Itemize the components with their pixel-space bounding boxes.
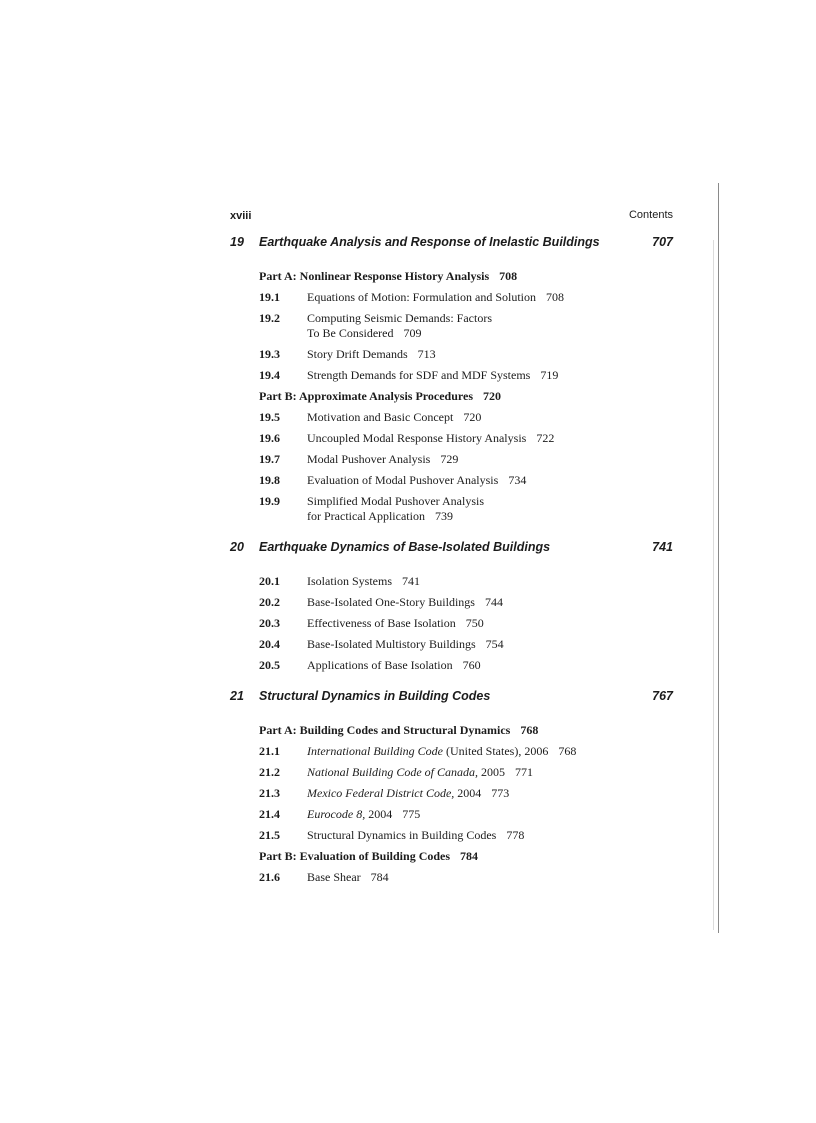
section-page: 734 [508, 473, 527, 487]
section-title-italic: Mexico Federal District Code, [307, 786, 455, 800]
toc-entry [230, 347, 675, 362]
section-title-rest: 2005 [478, 765, 506, 779]
contents-page [230, 205, 675, 885]
section-title: Modal Pushover Analysis [307, 452, 431, 466]
toc-entry [230, 368, 675, 383]
chapter-page: 741 [652, 540, 673, 554]
section-title-italic: National Building Code of Canada, [307, 765, 479, 779]
toc-entry [230, 786, 675, 801]
section-number: 19.1 [259, 290, 280, 304]
section-title-italic: International Building Code [307, 744, 443, 758]
toc-entry [230, 311, 675, 341]
section-number: 20.4 [259, 637, 280, 651]
chapter-title: Earthquake Analysis and Response of Inelastic Buildings [259, 235, 600, 249]
chapter-title: Earthquake Dynamics of Base-Isolated Buildings [259, 540, 551, 554]
section-title: Uncoupled Modal Response History Analysis [307, 431, 527, 445]
section-title: Structural Dynamics in Building Codes [307, 828, 497, 842]
section-page: 778 [506, 828, 525, 842]
section-page: 719 [540, 368, 559, 382]
section-page: 760 [462, 658, 481, 672]
part-label: Part A: Nonlinear Response History Analysis [259, 269, 490, 283]
section-page: 741 [402, 574, 421, 588]
section-page: 744 [484, 595, 503, 609]
section-page: 729 [440, 452, 459, 466]
section-page: 739 [434, 509, 453, 523]
section-page: 754 [485, 637, 504, 651]
section-title-line2: To Be Considered [307, 326, 394, 340]
chapter-heading [230, 225, 675, 255]
chapter-number: 19 [230, 235, 244, 249]
section-page: 713 [417, 347, 436, 361]
running-head: Contents [628, 209, 673, 221]
section-title: Strength Demands for SDF and MDF Systems [307, 368, 531, 382]
toc-entry [230, 744, 675, 759]
section-title: Base-Isolated One-Story Buildings [307, 595, 475, 609]
part-label: Part A: Building Codes and Structural Dynamics [259, 723, 511, 737]
section-number: 20.3 [259, 616, 280, 630]
section-page: 771 [515, 765, 534, 779]
section-page: 775 [402, 807, 421, 821]
chapter-heading [230, 679, 675, 709]
section-title-rest: 2004 [365, 807, 393, 821]
part-label: Part B: Evaluation of Building Codes [259, 849, 451, 863]
section-page: 720 [463, 410, 482, 424]
toc-entry [230, 616, 675, 631]
part-heading [230, 386, 675, 407]
section-page: 708 [546, 290, 564, 304]
section-title: Applications of Base Isolation [307, 658, 453, 672]
section-number: 20.2 [259, 595, 280, 609]
running-header [230, 205, 675, 225]
section-title: Simplified Modal Pushover Analysis [307, 494, 484, 508]
toc-entry [230, 595, 675, 610]
toc-entry [230, 494, 675, 524]
page-edge-line [718, 183, 719, 933]
chapter-page: 767 [652, 689, 673, 703]
toc-entry [230, 637, 675, 652]
section-title: Motivation and Basic Concept [307, 410, 454, 424]
section-number: 19.4 [259, 368, 280, 382]
page-edge-shadow [713, 240, 714, 930]
section-number: 21.6 [259, 870, 280, 884]
section-title: Story Drift Demands [307, 347, 408, 361]
toc-entry [230, 290, 675, 305]
toc-entry [230, 658, 675, 673]
part-heading [230, 846, 675, 867]
toc-entry [230, 473, 675, 488]
chapter-number: 20 [230, 540, 244, 554]
section-page: 773 [491, 786, 510, 800]
part-page: 720 [483, 389, 501, 403]
section-number: 19.5 [259, 410, 280, 424]
section-title: Base-Isolated Multistory Buildings [307, 637, 476, 651]
section-number: 21.2 [259, 765, 280, 779]
toc-entry [230, 870, 675, 885]
section-page: 784 [370, 870, 389, 884]
section-title-line2: for Practical Application [307, 509, 425, 523]
section-number: 19.2 [259, 311, 280, 325]
section-number: 21.4 [259, 807, 280, 821]
chapter-page: 707 [652, 235, 673, 249]
chapter-number: 21 [230, 689, 244, 703]
section-number: 21.3 [259, 786, 280, 800]
section-number: 20.5 [259, 658, 280, 672]
part-page: 768 [520, 723, 539, 737]
section-page: 709 [403, 326, 422, 340]
section-number: 19.6 [259, 431, 280, 445]
section-title: Base Shear [307, 870, 361, 884]
part-label: Part B: Approximate Analysis Procedures [259, 389, 473, 403]
chapter-title: Structural Dynamics in Building Codes [259, 689, 491, 703]
section-page: 722 [536, 431, 555, 445]
toc-entry [230, 452, 675, 467]
section-title-rest: 2004 [454, 786, 482, 800]
part-heading [230, 266, 675, 287]
part-page: 784 [460, 849, 479, 863]
toc-entry [230, 574, 675, 589]
section-title: Computing Seismic Demands: Factors [307, 311, 492, 325]
section-page: 768 [558, 744, 577, 758]
section-number: 21.1 [259, 744, 280, 758]
section-title: Evaluation of Modal Pushover Analysis [307, 473, 499, 487]
toc-entry [230, 431, 675, 446]
section-number: 19.3 [259, 347, 280, 361]
section-number: 19.7 [259, 452, 280, 466]
page-folio: xviii [230, 210, 252, 222]
section-title-italic: Eurocode 8, [307, 807, 366, 821]
toc-entry [230, 765, 675, 780]
chapter-heading [230, 530, 675, 560]
part-page: 708 [499, 269, 518, 283]
section-page: 750 [465, 616, 484, 630]
toc-entry [230, 807, 675, 822]
toc-entry [230, 410, 675, 425]
section-number: 20.1 [259, 574, 280, 588]
section-title: Isolation Systems [307, 574, 393, 588]
section-title: Equations of Motion: Formulation and Solution [307, 290, 536, 304]
part-heading [230, 720, 675, 741]
section-title: Effectiveness of Base Isolation [307, 616, 456, 630]
section-number: 19.9 [259, 494, 280, 508]
section-number: 21.5 [259, 828, 280, 842]
section-title-rest: (United States), 2006 [443, 744, 549, 758]
section-number: 19.8 [259, 473, 280, 487]
toc-entry [230, 828, 675, 843]
